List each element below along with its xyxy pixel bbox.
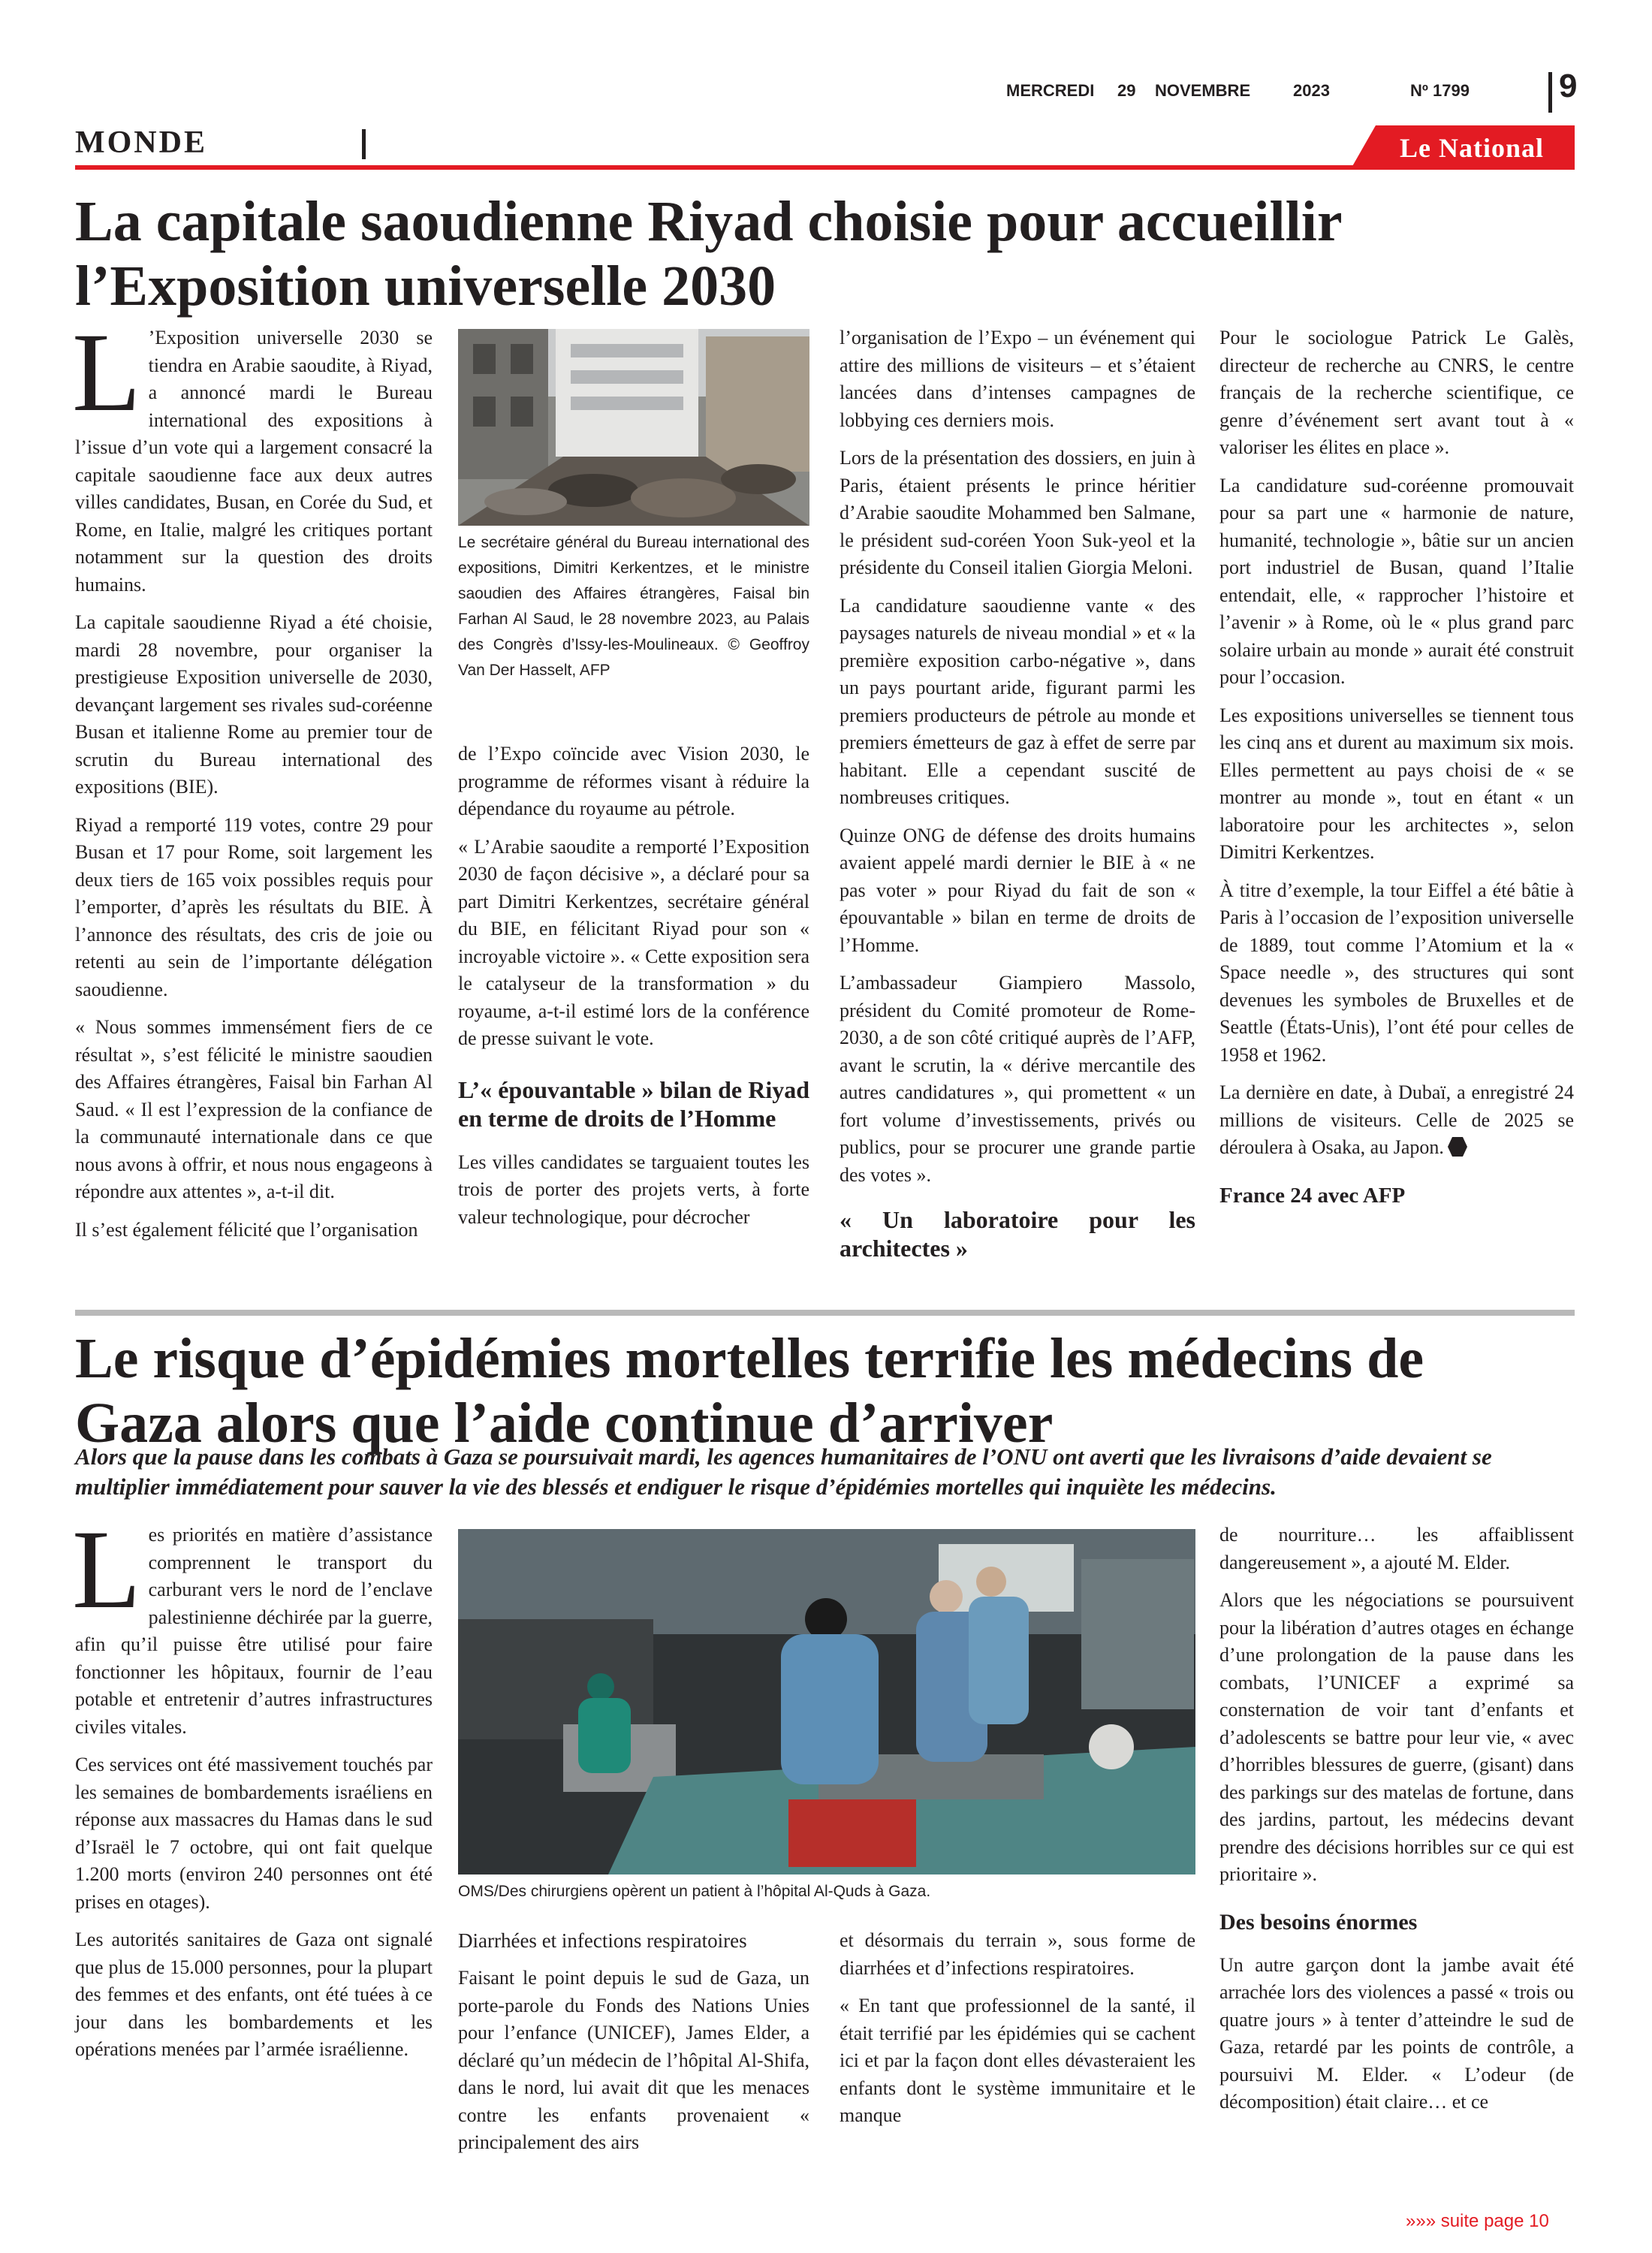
body-text: Alors que les négociations se poursuivent pour la libération d’autres otages en échange d’une prolongation de la pause dans les combats, l’UNICEF a exprimé sa consternation de voir tant d’enfants et d’adolescents se battre pour leur vie, « avec d’horribles blessures de guerre, (gisant) dans des parkings sur des matelas de fortune, dans des jardins, partout, les médecins devant prendre des décisions horribles sur ce qui est prioritaire ». (1219, 1589, 1574, 1885)
surgery-photo-caption: OMS/Des chirurgiens opèrent un patient à l’hôpital Al-Quds à Gaza. (458, 1883, 931, 1900)
article1-headline (75, 189, 1577, 318)
body-text: l’organisation de l’Expo – un événement qui attire des millions de visiteurs – et s’étaient lancées dans d’intenses campagnes de lobbying ces derniers mois. (840, 327, 1195, 431)
body-text: Lors de la présentation des dossiers, en juin à Paris, étaient présents le prince héritier d’Arabie saoudite Mohammed ben Salmane, le président sud-coréen Yoon Suk-yeol et la présidente du Conseil italien Giorgia Meloni. (840, 447, 1195, 578)
body-text: La capitale saoudienne Riyad a été choisie, mardi 28 novembre, pour organiser la prestigieuse Exposition universelle de 2030, devançant largement ses rivales sud-coréenne Busan et italienne Rome au premier tour de scrutin du Bureau international des expositions (BIE). (75, 611, 433, 798)
body-text: ’Exposition universelle 2030 se tiendra en Arabie saoudite, à Riyad, a annoncé mardi le Bureau international des expositions à l’issue d’un vote qui a largement consacré la capitale saoudienne face aux deux autres villes candidates, Busan, en Corée du Sud, et Rome, en Italie, malgré les critiques portant notamment sur la question des droits humains. (75, 327, 433, 596)
body-text: Il s’est également félicité que l’organisation (75, 1218, 418, 1241)
article2-column-1 (72, 1507, 433, 2074)
article2-title-line2: Gaza alors que l’aide continue d’arriver (75, 1392, 1054, 1455)
article1-title-line1: La capitale saoudienne Riyad choisie pour accueillir (75, 190, 1343, 253)
article2-column-4 (1219, 1522, 1574, 2127)
body-text: Pour le sociologue Patrick Le Galès, directeur de recherche au CNRS, le centre français de la recherche scientifique, ce genre d’événement sert avant tout à « valoriser les élites en place ». (1219, 327, 1574, 458)
body-text: Un autre garçon dont la jambe avait été arrachée lors des violences a passé « trois ou quatre jours » à tenter d’atteindre le sud de Gaza, retardé par les points de contrôle, a poursuivi M. Elder. « L’odeur (de décomposition) était claire… et ce (1219, 1953, 1574, 2113)
body-text: La candidature saoudienne vante « des paysages naturels de niveau mondial » et « la première exposition carbo-négative », dans un pays pourtant aride, figurant parmi les premiers producteurs de pétrole au monde et premiers émetteurs de gaz à effet de serre par habitant. Elle a cependant suscité de nombreuses critiques. (840, 594, 1195, 808)
header-date: 29 (1117, 81, 1136, 100)
article2-subheading-2: Des besoins énormes (1219, 1909, 1418, 1935)
body-text: Les villes candidates se targuaient toutes les trois de porter des projets verts, à forte valeur technologique, pour décrocher (458, 1151, 809, 1228)
body-text: Faisant le point depuis le sud de Gaza, un porte-parole du Fonds des Nations Unies pour l’enfance (UNICEF), James Elder, a déclaré qu’un médecin de l’hôpital Al-Shifa, dans le nord, lui avait dit que les menaces contre les enfants provenaient « principalement des airs (458, 1967, 809, 2153)
article1-source: France 24 avec AFP (1219, 1183, 1406, 1208)
article1-title-line2: l’Exposition universelle 2030 (75, 255, 776, 318)
continued-on-page-link[interactable]: »»» suite page 10 (1406, 2211, 1549, 2231)
body-text: Riyad a remporté 119 votes, contre 29 pour Busan et 17 pour Rome, soit largement les deux tiers de 165 voix possibles requis pour l’emporter, d’après les résultats du BIE. À l’annonce des résultats, des cris de joie ou retenti au sein de l’importante délégation saoudienne. (75, 813, 433, 1000)
body-text: Ces services ont été massivement touchés par les semaines de bombardements israéliens en réponse aux massacres du Hamas dans le sud d’Israël le 7 octobre, qui ont fait quelque 1.200 morts (environ 240 personnes ont été prises en otages). (75, 1754, 433, 1913)
article1-subheading-1: L’« épouvantable » bilan de Riyad en terme de droits de l’Homme (458, 1075, 809, 1132)
article1-column-3 (840, 324, 1195, 1262)
header-day: MERCREDI (1006, 81, 1095, 100)
header-year: 2023 (1293, 81, 1330, 100)
section-divider (362, 129, 366, 159)
article1-column-2 (458, 740, 809, 1241)
article1-column-1 (72, 310, 433, 1254)
expo-photo-caption: Le secrétaire général du Bureau international des expositions, Dimitri Kerkentzes, et le ministre saoudien des Affaires étrangères, Faisal bin Farhan Al Saud, le 28 novembre 2023, au Palais des Congrès d’Issy-les-Moulineaux. © Geoffroy Van Der Hasselt, AFP (458, 534, 809, 679)
body-text: de l’Expo coïncide avec Vision 2030, le programme de réformes visant à réduire la dépendance du royaume au pétrole. (458, 743, 809, 819)
body-text: et désormais du terrain », sous forme de diarrhées et d’infections respiratoires. (840, 1929, 1195, 1979)
section-label: MONDE (75, 125, 207, 160)
body-text: « En tant que professionnel de la santé, il était terrifié par les épidémies qui se cachent ici et par la façon dont elles dévasteraient les enfants dont le système immunitaire et le manque (840, 1995, 1195, 2126)
body-text: La dernière en date, à Dubaï, a enregistré 24 millions de visiteurs. Celle de 2025 se déroulera à Osaka, au Japon. (1219, 1081, 1574, 1158)
body-text: de nourriture… les affaiblissent dangereusement », a ajouté M. Elder. (1219, 1524, 1574, 1573)
header-divider (1548, 72, 1552, 113)
issue-number: Nº 1799 (1410, 81, 1470, 100)
article2-subheading-1: Diarrhées et infections respiratoires (458, 1929, 747, 1952)
article2-column-3 (840, 1927, 1195, 2140)
header-month: NOVEMBRE (1155, 81, 1251, 100)
article1-subheading-2: « Un laboratoire pour les architectes » (840, 1206, 1195, 1262)
dropcap: L (72, 310, 141, 435)
dropcap: L (72, 1507, 141, 1632)
body-text: Quinze ONG de défense des droits humains avaient appelé mardi dernier le BIE à « ne pas voter » pour Riyad du fait de son « épouvantable » bilan en terme de droits de l’Homme. (840, 824, 1195, 956)
body-text: es priorités en matière d’assistance comprennent le transport du carburant vers le nord de l’enclave palestinienne déchirée par la guerre, afin qu’il puisse être utilisé pour faire fonctionner les hôpitaux, fournir de l’eau potable et entretenir d’autres infrastructures civiles vitales. (75, 1524, 433, 1738)
surgery-photo (458, 1529, 1195, 1874)
article2-title-line1: Le risque d’épidémies mortelles terrifie les médecins de (75, 1327, 1424, 1390)
article1-column-4 (1219, 324, 1574, 1210)
body-text: Les autorités sanitaires de Gaza ont signalé que plus de 15.000 personnes, pour la plupart des femmes et des enfants, ont été tuées à ce jour dans les bombardements et les opérations menées par l’armée israélienne. (75, 1929, 433, 2060)
article-separator (75, 1310, 1575, 1316)
article2-column-2 (458, 1927, 809, 2167)
header-red-rule (75, 165, 1575, 170)
brand-name: Le National (1399, 133, 1544, 163)
body-text: À titre d’exemple, la tour Eiffel a été bâtie à Paris à l’occasion de l’exposition universelle de 1889, tout comme l’Atomium et la « Space needle », des structures qui sont devenues les symboles de Bruxelles et de Seattle (États-Unis), l’ont été pour celles de 1958 et 1962. (1219, 879, 1574, 1066)
article2-headline (75, 1326, 1577, 1455)
body-text: « L’Arabie saoudite a remporté l’Exposition 2030 de façon décisive », a déclaré pour sa part Dimitri Kerkentzes, secrétaire général du BIE, en félicitant Riyad pour son « incroyable victoire ». « Cette exposition sera le catalyseur de la transformation » du royaume, a-t-il estimé lors de la conférence de presse suivant le vote. (458, 835, 809, 1049)
body-text: Les expositions universelles se tiennent tous les cinq ans et durent au maximum six mois. Elles permettent au pays choisi de « se montrer au monde », tout en étant « un laboratoire pour les architectes », selon Dimitri Kerkentzes. (1219, 704, 1574, 863)
end-mark-icon (1447, 1136, 1468, 1157)
article2-deck: Alors que la pause dans les combats à Gaza se poursuivait mardi, les agences humanitaires de l’ONU ont averti que les livraisons d’aide devaient se multiplier immédiatement pour sauver la vie des blessés et endiguer le risque d’épidémies mortelles qui inquiète les médecins. (75, 1443, 1492, 1500)
body-text: La candidature sud-coréenne promouvait pour sa part une « harmonie de nature, humanité, technologie », bâtie sur un ancien port industriel de Busan, quand l’Italie entendait, elle, « rapprocher l’histoire et l’avenir » à Rome, où le « plus grand parc solaire urbain au monde » aurait été construit pour l’occasion. (1219, 474, 1574, 688)
body-text: L’ambassadeur Giampiero Massolo, président du Comité promoteur de Rome-2030, a de son côté critiqué auprès de l’AFP, avant le scrutin, la « dérive mercantile des autres candidatures », qui promettent « un fort volume d’investissements, privés ou publics, pour se procurer une grande partie des votes ». (840, 972, 1195, 1186)
page-number: 9 (1559, 68, 1578, 104)
expo-photo (458, 329, 809, 526)
body-text: « Nous sommes immensément fiers de ce résultat », s’est félicité le ministre saoudien des Affaires étrangères, Faisal bin Farhan Al Saud. « Il est l’expression de la confiance de la communauté internationale dans ce que nous avons à offrir, et nous nous engageons à répondre aux attentes », a-t-il dit. (75, 1016, 433, 1202)
